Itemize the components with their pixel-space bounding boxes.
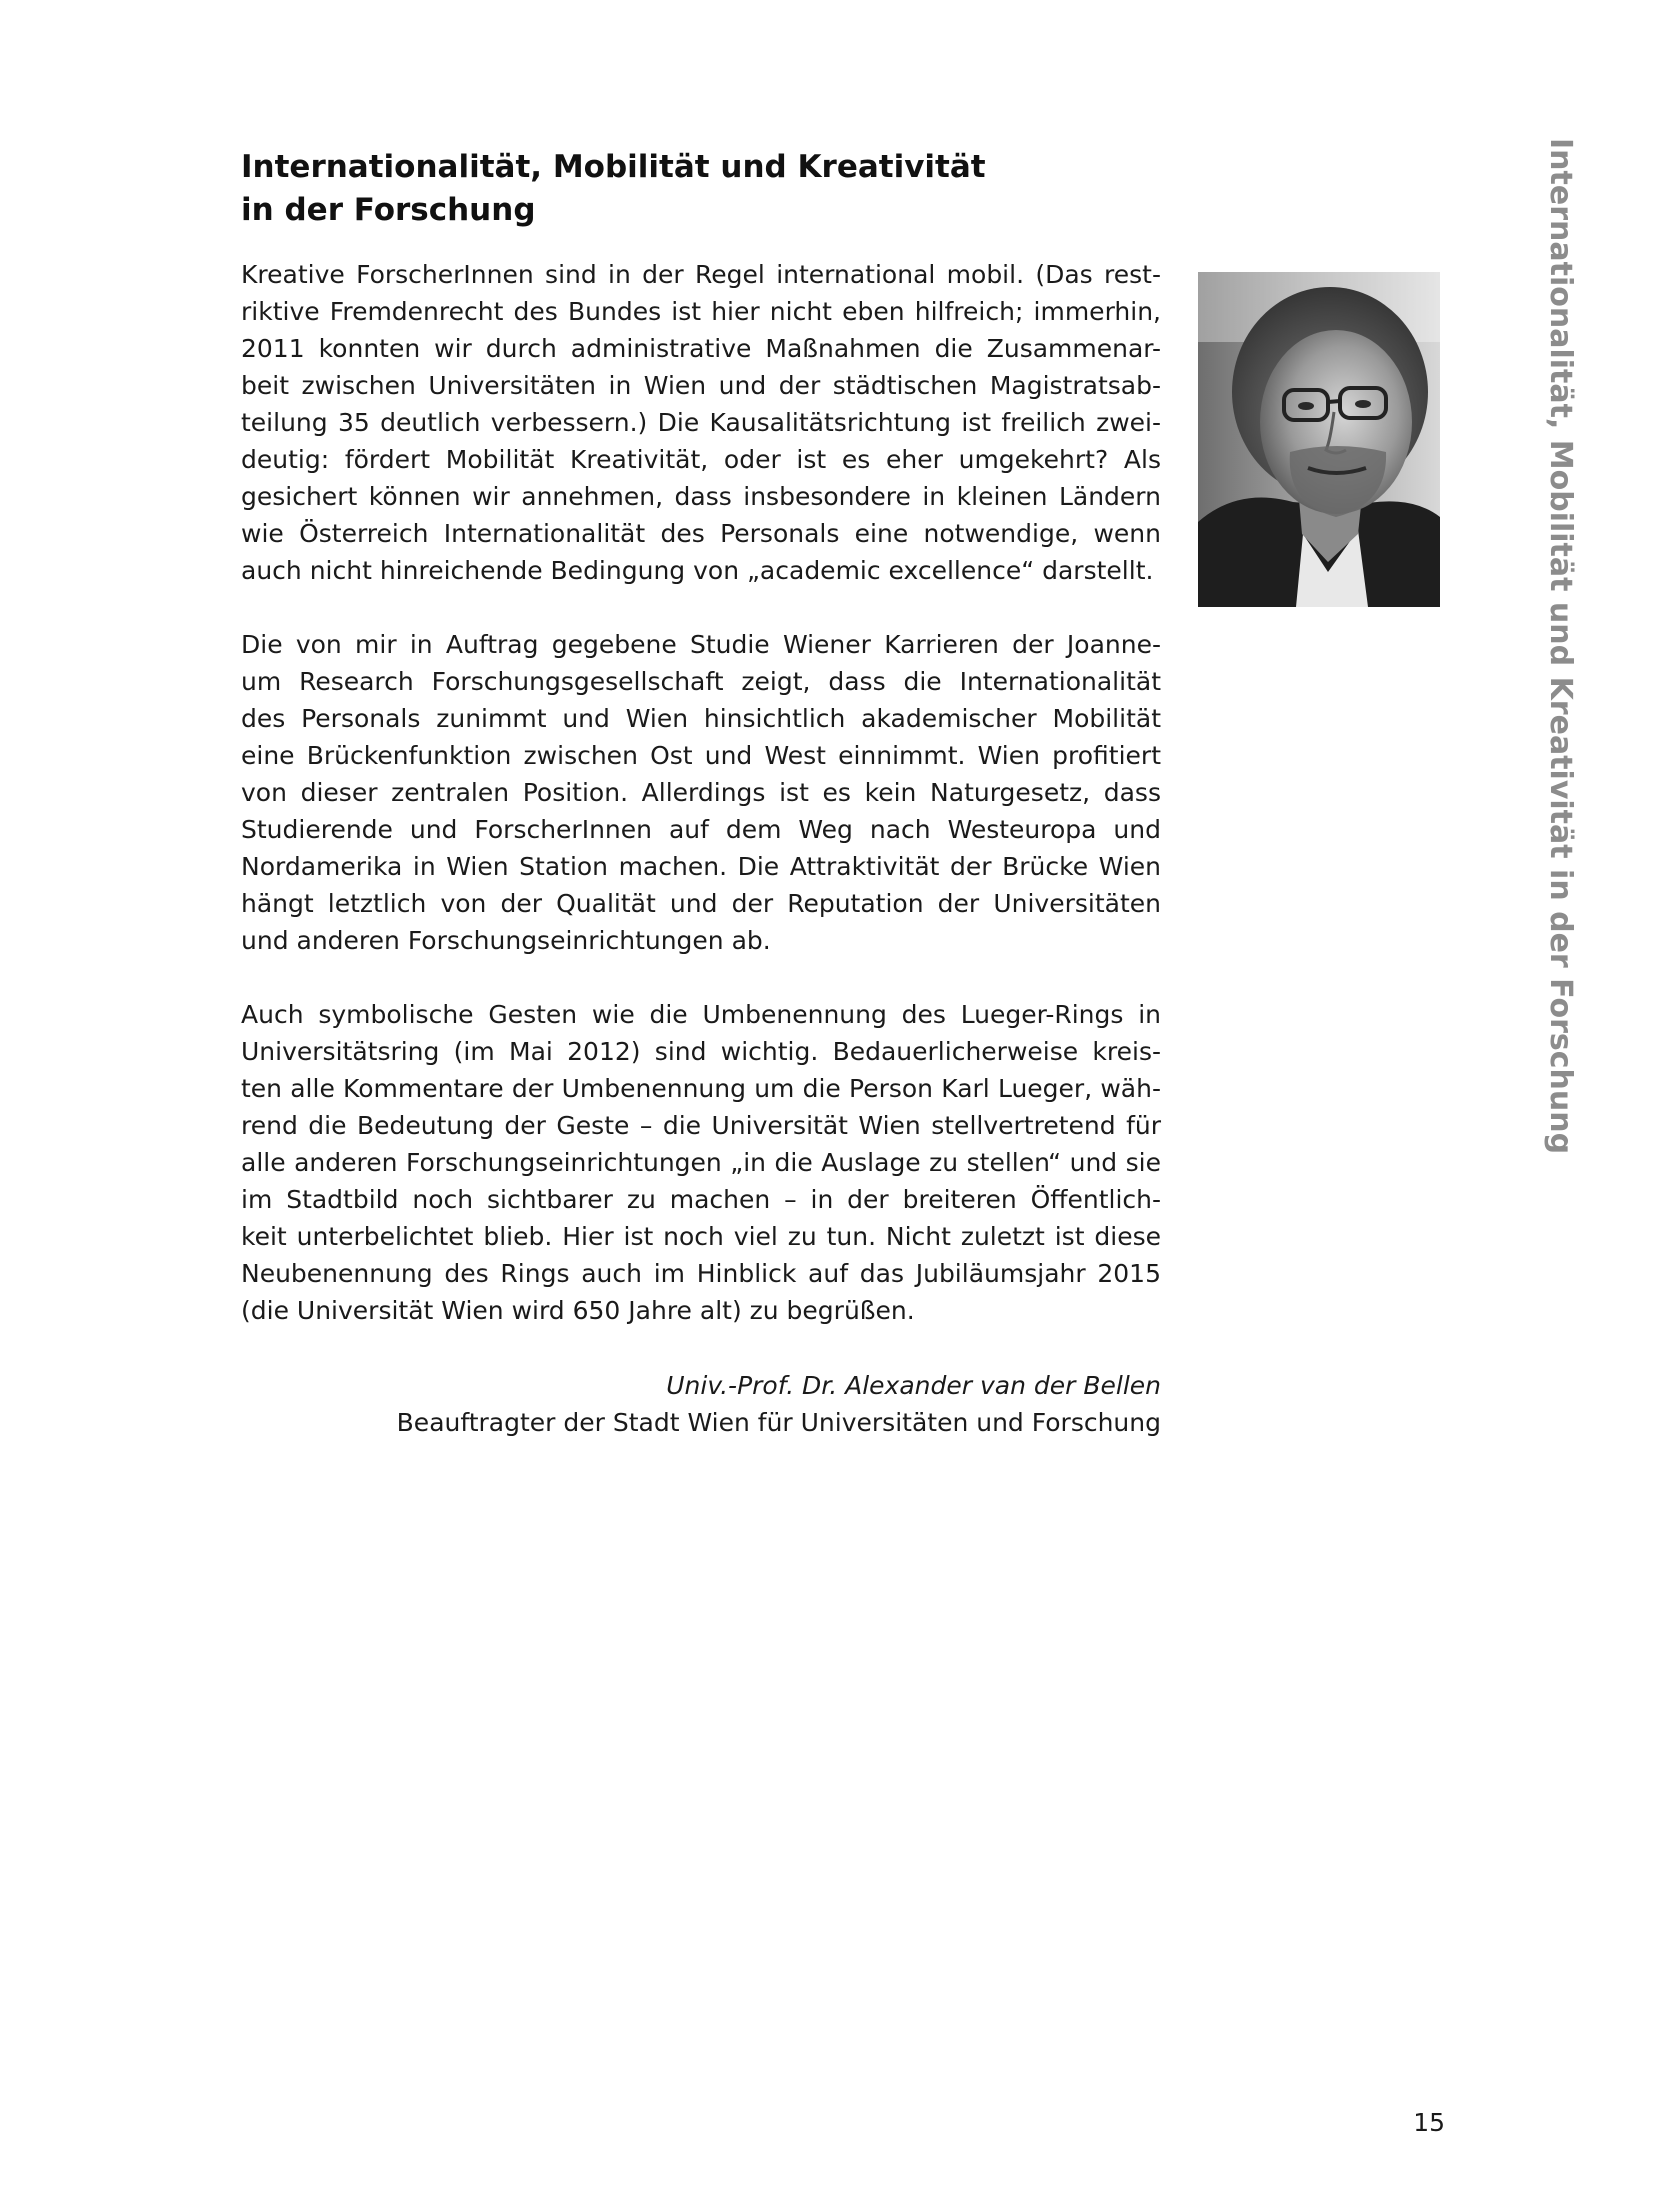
page-title-line-2: in der Forschung [241, 192, 536, 228]
text-line: 2011 konnten wir durch administrative Maßnahmen die Zusammenar- [241, 334, 1161, 363]
signature-block [241, 1367, 1161, 1441]
text-line: (die Universität Wien wird 650 Jahre alt) zu begrüßen. [241, 1296, 915, 1325]
text-line: und anderen Forschungseinrichtungen ab. [241, 926, 771, 955]
text-line: riktive Fremdenrecht des Bundes ist hier nicht eben hilfreich; immerhin, [241, 297, 1161, 326]
text-line: teilung 35 deutlich verbessern.) Die Kausalitätsrichtung ist freilich zwei- [241, 408, 1161, 437]
article-body [241, 256, 1161, 1366]
text-line: deutig: fördert Mobilität Kreativität, oder ist es eher umgekehrt? Als [241, 445, 1161, 474]
text-line: hängt letztlich von der Qualität und der Reputation der Universitäten [241, 889, 1161, 918]
text-line: im Stadtbild noch sichtbarer zu machen – in der breiteren Öffentlich- [241, 1185, 1161, 1214]
running-header-vertical: Internationalität, Mobilität und Kreativität in der Forschung [1543, 138, 1578, 1155]
text-line: Studierende und ForscherInnen auf dem Weg nach Westeuropa und [241, 815, 1161, 844]
paragraph-2 [241, 626, 1161, 959]
text-line: um Research Forschungsgesellschaft zeigt, dass die Internationalität [241, 667, 1161, 696]
text-line: gesichert können wir annehmen, dass insbesondere in kleinen Ländern [241, 482, 1161, 511]
text-line: alle anderen Forschungseinrichtungen „in die Auslage zu stellen“ und sie [241, 1148, 1161, 1177]
text-line: auch nicht hinreichende Bedingung von „academic excellence“ darstellt. [241, 556, 1154, 585]
author-portrait [1198, 272, 1440, 607]
page-number: 15 [1413, 2108, 1445, 2137]
text-line: Universitätsring (im Mai 2012) sind wichtig. Bedauerlicherweise kreis- [241, 1037, 1161, 1066]
text-line: ten alle Kommentare der Umbenennung um die Person Karl Lueger, wäh- [241, 1074, 1161, 1103]
text-line: eine Brückenfunktion zwischen Ost und West einnimmt. Wien profitiert [241, 741, 1161, 770]
author-role: Beauftragter der Stadt Wien für Universitäten und Forschung [396, 1408, 1161, 1437]
paragraph-3 [241, 996, 1161, 1329]
text-line: Kreative ForscherInnen sind in der Regel international mobil. (Das rest- [241, 260, 1161, 289]
page-title [241, 146, 1141, 232]
text-line: wie Österreich Internationalität des Personals eine notwendige, wenn [241, 519, 1161, 548]
text-line: beit zwischen Universitäten in Wien und der städtischen Magistratsab- [241, 371, 1161, 400]
text-line: des Personals zunimmt und Wien hinsichtlich akademischer Mobilität [241, 704, 1161, 733]
author-name: Univ.-Prof. Dr. Alexander van der Bellen [666, 1371, 1161, 1400]
text-line: keit unterbelichtet blieb. Hier ist noch viel zu tun. Nicht zuletzt ist diese [241, 1222, 1161, 1251]
text-line: Auch symbolische Gesten wie die Umbenennung des Lueger-Rings in [241, 1000, 1161, 1029]
text-line: von dieser zentralen Position. Allerdings ist es kein Naturgesetz, dass [241, 778, 1161, 807]
text-line: Nordamerika in Wien Station machen. Die Attraktivität der Brücke Wien [241, 852, 1161, 881]
text-line: rend die Bedeutung der Geste – die Universität Wien stellvertretend für [241, 1111, 1161, 1140]
text-line: Die von mir in Auftrag gegebene Studie Wiener Karrieren der Joanne- [241, 630, 1161, 659]
paragraph-1 [241, 256, 1161, 589]
page-title-line-1: Internationalität, Mobilität und Kreativität [241, 149, 986, 185]
text-line: Neubenennung des Rings auch im Hinblick auf das Jubiläumsjahr 2015 [241, 1259, 1161, 1288]
